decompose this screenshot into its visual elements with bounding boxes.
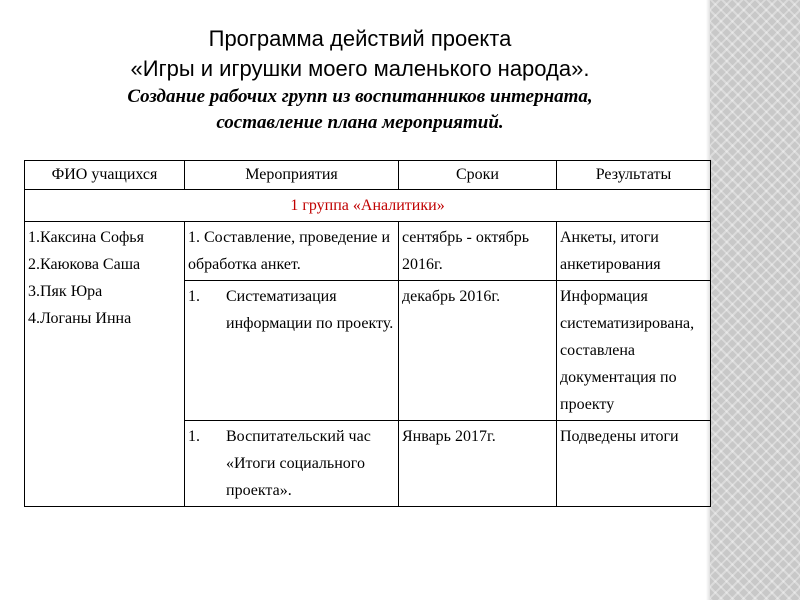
member-item: 1.Каксина Софья	[28, 229, 144, 246]
result-cell: Подведены итоги	[557, 421, 711, 507]
dates-cell: декабрь 2016г.	[399, 281, 557, 421]
title-line-2: «Игры и игрушки моего маленького народа».	[130, 56, 590, 81]
table-header-row	[25, 161, 711, 190]
result-cell: Информация систематизирована, составлена документация по проекту	[557, 281, 711, 421]
slide-header	[0, 24, 720, 136]
table-row	[25, 222, 711, 281]
member-item: 4.Логаны Инна	[28, 310, 132, 327]
members-cell	[25, 222, 185, 507]
event-cell: 1. Составление, проведение и обработка анкет.	[185, 222, 399, 281]
column-header-names: ФИО учащихся	[25, 161, 185, 190]
event-cell	[185, 281, 399, 421]
group-row	[25, 190, 711, 222]
column-header-events: Мероприятия	[185, 161, 399, 190]
member-item: 3.Пяк Юра	[28, 283, 103, 300]
member-item: 2.Каюкова Саша	[28, 256, 141, 273]
subtitle-line-1: Создание рабочих групп из воспитанников интерната,	[127, 86, 593, 107]
event-cell	[185, 421, 399, 507]
event-text: Систематизация информации по проекту.	[226, 288, 394, 332]
column-header-results: Результаты	[557, 161, 711, 190]
dates-cell: сентябрь - октябрь 2016г.	[399, 222, 557, 281]
action-plan-table	[24, 160, 711, 507]
title-line-1: Программа действий проекта	[208, 26, 512, 51]
item-number: 1.	[188, 288, 200, 305]
subtitle-line-2: составление плана мероприятий.	[216, 112, 504, 133]
event-text: Воспитательский час «Итоги социального проекта».	[226, 428, 371, 499]
item-number: 1.	[188, 428, 200, 445]
column-header-dates: Сроки	[399, 161, 557, 190]
group-label: 1 группа «Аналитики»	[25, 190, 711, 222]
decorative-side-strip	[710, 0, 800, 600]
result-cell: Анкеты, итоги анкетирования	[557, 222, 711, 281]
dates-cell: Январь 2017г.	[399, 421, 557, 507]
